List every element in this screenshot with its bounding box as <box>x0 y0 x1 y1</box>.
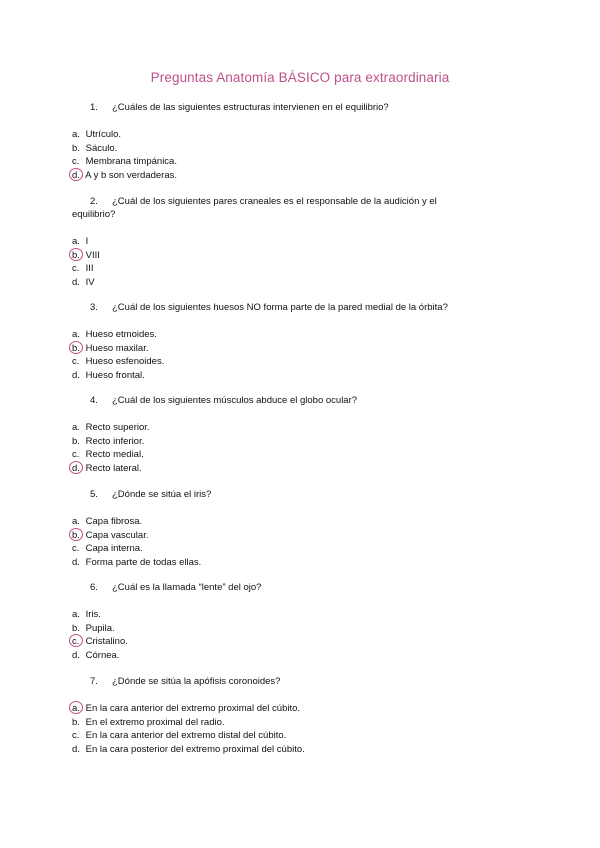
selected-answer-letter: b. <box>72 342 83 355</box>
answer-option <box>72 556 201 569</box>
answer-text: Cristalino. <box>83 636 128 647</box>
answer-text: Recto superior. <box>83 422 150 433</box>
answer-option <box>72 155 177 168</box>
answer-option <box>72 262 94 275</box>
answer-option <box>72 328 157 341</box>
selected-answer-letter: c. <box>72 635 83 648</box>
answer-option <box>72 515 142 528</box>
answer-option <box>72 128 121 141</box>
answer-option <box>72 608 101 621</box>
answer-option <box>72 716 225 729</box>
answer-text: Capa vascular. <box>83 529 149 541</box>
answer-text: Recto inferior. <box>83 435 145 447</box>
answer-letter: c. <box>72 543 80 554</box>
answer-letter: d. <box>72 369 80 381</box>
answer-letter: b. <box>72 716 80 728</box>
question-6 <box>90 581 480 595</box>
question-text-continuation: equilibrio? <box>72 209 116 220</box>
answer-text: Capa fibrosa. <box>83 516 143 527</box>
question-3 <box>90 301 480 315</box>
answer-letter: c. <box>72 356 80 367</box>
answer-text: IV <box>83 276 95 288</box>
selected-answer-letter: d. <box>72 169 83 182</box>
answer-option <box>72 435 144 448</box>
answer-option <box>72 235 88 248</box>
answer-text: Hueso esfenoides. <box>83 356 165 367</box>
answer-text: Hueso etmoides. <box>83 329 157 340</box>
question-text: ¿Cuáles de las siguientes estructuras intervienen en el equilibrio? <box>112 102 389 113</box>
question-text: ¿Cuál de los siguientes músculos abduce el globo ocular? <box>112 395 358 406</box>
answer-letter: c. <box>72 449 80 460</box>
question-5 <box>90 488 480 502</box>
answer-option <box>72 529 148 542</box>
answer-option <box>72 169 177 182</box>
page-title: Preguntas Anatomía BÁSICO para extraordinaria <box>150 70 450 85</box>
answer-option <box>72 142 117 155</box>
answer-text: Forma parte de todas ellas. <box>83 556 202 568</box>
answer-text: Hueso frontal. <box>83 369 145 381</box>
question-text: ¿Dónde se sitúa la apófisis coronoides? <box>112 676 281 687</box>
question-text: ¿Dónde se sitúa el iris? <box>112 489 212 500</box>
answer-letter: a. <box>72 609 80 620</box>
question-number: 2. <box>90 196 98 207</box>
answer-option <box>72 342 148 355</box>
answer-text: Córnea. <box>83 649 120 661</box>
answer-letter: b. <box>72 435 80 447</box>
answer-text: Pupila. <box>83 622 115 634</box>
answer-option <box>72 635 128 648</box>
answer-option <box>72 702 300 715</box>
selected-answer-letter: a. <box>72 702 83 715</box>
answer-text: En la cara anterior del extremo distal del cúbito. <box>83 730 287 741</box>
answer-letter: a. <box>72 236 80 247</box>
answer-letter: a. <box>72 516 80 527</box>
answer-letter: d. <box>72 743 80 755</box>
answer-text: VIII <box>83 249 100 261</box>
answer-text: Iris. <box>83 609 101 620</box>
question-7 <box>90 675 480 689</box>
answer-text: Capa interna. <box>83 543 143 554</box>
answer-option <box>72 462 142 475</box>
question-number: 6. <box>90 582 98 593</box>
answer-text: En el extremo proximal del radio. <box>83 716 225 728</box>
answer-option <box>72 448 144 461</box>
selected-answer-letter: b. <box>72 529 83 542</box>
answer-option <box>72 276 95 289</box>
answer-text: En la cara anterior del extremo proximal del cúbito. <box>83 703 301 714</box>
question-4 <box>90 394 480 408</box>
answer-letter: b. <box>72 622 80 634</box>
question-text: ¿Cuál es la llamada “lente” del ojo? <box>112 582 262 593</box>
question-number: 5. <box>90 489 98 500</box>
answer-letter: d. <box>72 556 80 568</box>
answer-text: Recto lateral. <box>83 462 142 474</box>
answer-letter: d. <box>72 649 80 661</box>
answer-option <box>72 743 305 756</box>
answer-option <box>72 421 150 434</box>
question-number: 1. <box>90 102 98 113</box>
answer-letter: c. <box>72 730 80 741</box>
answer-letter: b. <box>72 142 80 154</box>
answer-option <box>72 355 164 368</box>
answer-text: I <box>83 236 89 247</box>
question-number: 7. <box>90 676 98 687</box>
question-2 <box>90 195 480 209</box>
answer-letter: c. <box>72 156 80 167</box>
answer-text: Membrana timpánica. <box>83 156 177 167</box>
answer-letter: a. <box>72 129 80 140</box>
answer-text: Sáculo. <box>83 142 118 154</box>
question-number: 3. <box>90 302 98 313</box>
answer-option <box>72 622 115 635</box>
selected-answer-letter: b. <box>72 249 83 262</box>
answer-option <box>72 542 143 555</box>
answer-option <box>72 249 100 262</box>
answer-text: Utrículo. <box>83 129 122 140</box>
answer-option <box>72 729 286 742</box>
answer-option <box>72 649 119 662</box>
question-text: ¿Cuál de los siguientes huesos NO forma parte de la pared medial de la órbita? <box>112 302 448 313</box>
question-number: 4. <box>90 395 98 406</box>
answer-letter: c. <box>72 263 80 274</box>
answer-letter: d. <box>72 276 80 288</box>
selected-answer-letter: d. <box>72 462 83 475</box>
answer-letter: a. <box>72 422 80 433</box>
answer-letter: a. <box>72 329 80 340</box>
answer-text: Recto medial. <box>83 449 144 460</box>
answer-option <box>72 369 145 382</box>
answer-text: A y b son verdaderas. <box>83 169 178 181</box>
answer-text: III <box>83 263 94 274</box>
answer-text: En la cara posterior del extremo proximal del cúbito. <box>83 743 305 755</box>
question-text: ¿Cuál de los siguientes pares craneales es el responsable de la audición y el <box>112 196 437 207</box>
question-1 <box>90 101 480 115</box>
answer-text: Hueso maxilar. <box>83 342 149 354</box>
